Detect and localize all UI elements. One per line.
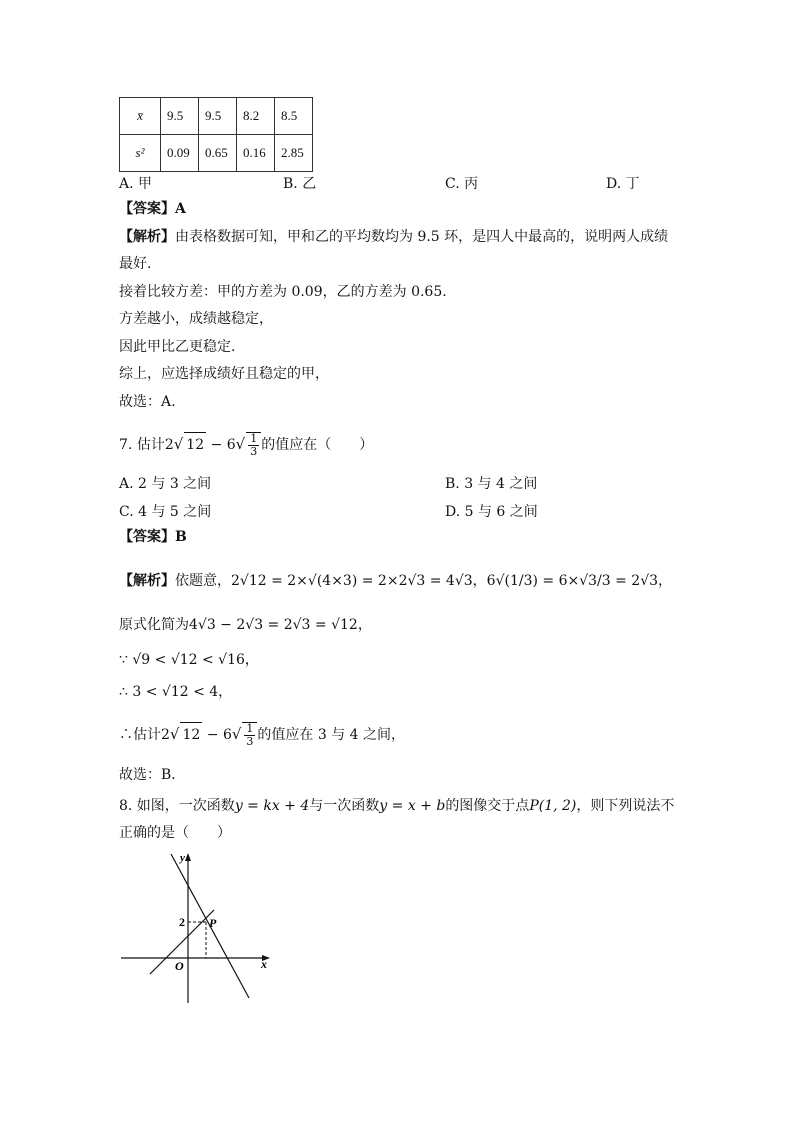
q6-analysis-line3: 接着比较方差：甲的方差为 0.09，乙的方差为 0.65.	[119, 284, 447, 300]
q7-option-d: D. 5 与 6 之间	[445, 504, 538, 520]
q6-analysis-line5: 因此甲比乙更稳定.	[119, 339, 236, 355]
q7-analysis-step1	[119, 569, 672, 593]
table-cell: 8.2	[237, 98, 275, 135]
q6-answer: 【答案】A	[119, 201, 186, 217]
q6-option-a: A. 甲	[119, 176, 153, 192]
q7-option-b: B. 3 与 4 之间	[445, 476, 538, 492]
table-cell: 9.5	[199, 98, 237, 135]
q6-option-c: C. 丙	[445, 176, 479, 192]
analysis-text: 由表格数据可知，甲和乙的平均数均为 9.5 环，是四人中最高的，说明两人成绩	[175, 229, 669, 245]
q6-analysis-line1	[119, 227, 668, 247]
q7-option-c: C. 4 与 5 之间	[119, 504, 212, 520]
stats-table	[119, 97, 313, 172]
q7-step1: 2√12 = 2×√(4×3) = 2×2√3 = 4√3	[231, 573, 473, 589]
q8-stem-line1: 8. 如图，一次函数y = kx + 4与一次函数y = x + b的图像交于点P(1, 2)，则下列说法不	[119, 798, 675, 814]
q7-stem: 7. 估计2√ 12 − 6√ $\frac{1}{3}$ 的值应在（ ）	[119, 432, 374, 458]
analysis-label: 【解析】	[119, 573, 175, 589]
q6-analysis-line2: 最好.	[119, 256, 152, 272]
table-cell: 8.5	[275, 98, 313, 135]
origin-label: O	[175, 959, 184, 973]
q7-step2: 4√3 − 2√3 = 2√3 = √12	[189, 617, 358, 633]
mean-symbol: x̄	[120, 98, 161, 135]
q7-analysis-step3: ∵ √9 < √12 < √16，	[119, 652, 259, 668]
q7-coef: 2	[164, 437, 174, 453]
q7-suffix: 的值应在（ ）	[261, 437, 374, 453]
q7-step1b: ，6√(1/3) = 6×√3/3 = 2√3，	[472, 573, 673, 589]
q7-analysis-step5: ∴估计2√ 12 − 6√ $\frac{1}{3}$ 的值应在 3 与 4 之间，	[119, 722, 406, 748]
table-cell: 0.16	[237, 135, 275, 172]
q7-radicand: 12	[184, 432, 206, 457]
q7-analysis-step4: ∴ 3 < √12 < 4，	[119, 684, 233, 700]
table-row	[120, 98, 313, 135]
q8-graph	[118, 848, 288, 1018]
q7-fraction: $\frac{1}{3}$	[246, 432, 261, 458]
q6-option-d: D. 丁	[606, 176, 640, 192]
variance-symbol: s²	[120, 135, 161, 172]
point-p-label: P	[209, 916, 217, 930]
table-cell: 2.85	[275, 135, 313, 172]
q7-option-a: A. 2 与 3 之间	[119, 476, 212, 492]
q6-option-b: B. 乙	[283, 176, 317, 192]
y-axis-arrow	[185, 853, 191, 861]
q7-answer: 【答案】B	[119, 529, 187, 545]
x-axis-label: x	[261, 957, 267, 971]
q7-analysis-step2: 原式化简为4√3 − 2√3 = 2√3 = √12，	[119, 617, 372, 633]
q6-analysis-line7: 故选：A.	[119, 394, 176, 410]
q8-func2: y = x + b	[379, 798, 446, 814]
table-row	[120, 135, 313, 172]
table-cell: 0.65	[199, 135, 237, 172]
q8-point: P(1, 2)	[529, 798, 577, 814]
q6-analysis-line4: 方差越小，成绩越稳定，	[119, 311, 273, 327]
y-tick-label: 2	[179, 915, 185, 929]
q8-stem-line2: 正确的是（ ）	[119, 825, 231, 841]
q7-final: 故选：B．	[119, 767, 186, 783]
table-cell: 9.5	[161, 98, 199, 135]
q7-minus: − 6	[206, 437, 236, 453]
y-axis-label: y	[180, 852, 185, 864]
q7-prefix: 7. 估计	[119, 437, 165, 453]
q6-analysis-line6: 综上，应选择成绩好且稳定的甲，	[119, 366, 329, 382]
step2-label: 原式化简为	[119, 617, 189, 633]
analysis-label: 【解析】	[119, 229, 175, 245]
analysis-intro: 依题意，	[175, 573, 231, 589]
table-cell: 0.09	[161, 135, 199, 172]
q8-func1: y = kx + 4	[234, 798, 310, 814]
